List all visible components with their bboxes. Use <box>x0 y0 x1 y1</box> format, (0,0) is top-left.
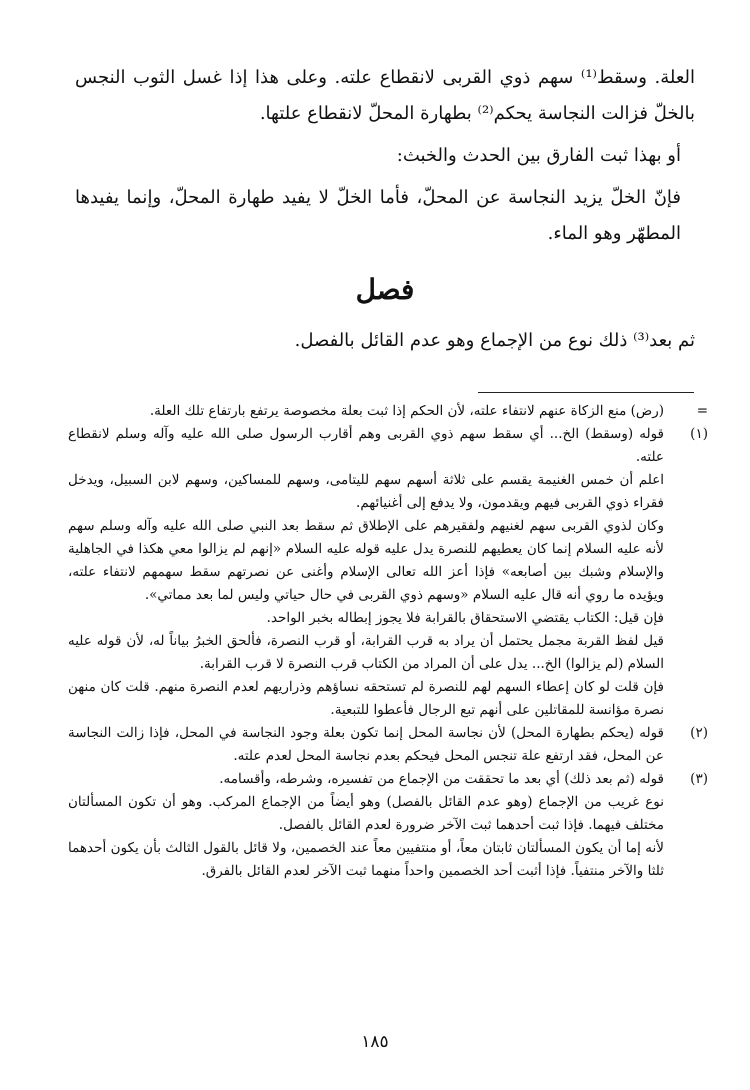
footnote-marker: (١) <box>690 426 708 442</box>
footnote-continuation <box>68 400 708 423</box>
footnotes <box>68 400 708 883</box>
footnote-marker: (٣) <box>690 771 708 787</box>
main-paragraph-1: العلة. وسقط⁽¹⁾ سهم ذوي القربى لانقطاع علته. وعلى هذا إذا غسل الثوب النجس بالخلّ فزالت النجاسة يحكم⁽²⁾ بطهارة المحلّ لانقطاع علتها. <box>75 67 696 124</box>
footnote-1 <box>68 423 708 722</box>
footnote-paragraph: قوله (يحكم بطهارة المحل) لأن نجاسة المحل إنما تكون بعلة وجود النجاسة في المحل، فإذا زالت النجاسة عن المحل، فقد ارتفع علة تنجس المحل فيحكم بعدم نجاسة المحل لعدم علته. <box>68 725 664 764</box>
footnote-3 <box>68 768 708 883</box>
footnote-paragraph: قيل لفظ القربة مجمل يحتمل أن يراد به قرب القرابة، أو قرب النصرة، فألحق الخبرُ بياناً له، لأن قوله عليه السلام (لم يزالوا) الخ... يدل على أن المراد من الكتاب قرب النصرة لا قرب القرابة. <box>68 633 664 672</box>
footnote-paragraph: قوله (وسقط) الخ... أي سقط سهم ذوي القربى وهم أقارب الرسول صلى الله عليه وآله وسلم لانقطاع علته. <box>68 426 664 465</box>
footnote-paragraph: (رض) منع الزكاة عنهم لانتفاء علته، لأن الحكم إذا ثبت بعلة مخصوصة يرتفع بارتفاع تلك العلة. <box>149 403 664 419</box>
footnote-marker: = <box>696 403 708 419</box>
footnote-separator <box>478 392 694 393</box>
main-paragraph-2: أو بهذا ثبت الفارق بين الحدث والخبث: <box>396 145 681 166</box>
footnote-body <box>68 423 664 722</box>
footnote-paragraph: فإن قلت لو كان إعطاء السهم لهم للنصرة لم تستحقه نساؤهم وذراريهم لعدم النصرة منهم. قلت كان منهن نصرة مؤانسة للمقاتلين على أنهم تبع الرجال فأعطوا للتبعية. <box>68 679 664 718</box>
footnote-paragraph: لأنه إما أن يكون المسألتان ثابتان معاً، أو منتفيين معاً عند الخصمين، ولا قائل بالقول الثالث بأن يكون أحدهما ثلثا والآخر منتفياً. فإذا أثبت أحد الخصمين واحداً منهما ثبت الآخر لعدم القائل بالفرق. <box>68 840 664 879</box>
page-number: ١٨٥ <box>361 1032 389 1052</box>
main-text <box>75 60 695 258</box>
section-first-line: ثم بعد⁽³⁾ ذلك نوع من الإجماع وهو عدم القائل بالفصل. <box>294 330 695 351</box>
footnote-body <box>68 768 664 883</box>
footnote-body <box>68 722 664 768</box>
footnote-paragraph: نوع غريب من الإجماع (وهو عدم القائل بالفصل) وهو أيضاً من الإجماع المركب. وهو أن تكون المسألتان مختلف فيهما. فإذا ثبت أحدهما ثبت الآخر ضرورة لعدم القائل بالفصل. <box>68 794 664 833</box>
section-heading: فصل <box>355 273 415 306</box>
footnote-paragraph: اعلم أن خمس الغنيمة يقسم على ثلاثة أسهم سهم لليتامى، وسهم للمساكين، وسهم لابن السبيل، ويدخل فقراء ذوي القربى فيهم ويقدمون، ولا يدفع إلى أغنيائهم. <box>68 472 664 511</box>
footnote-marker: (٢) <box>690 725 708 741</box>
main-paragraph-3: فإنّ الخلّ يزيد النجاسة عن المحلّ، فأما الخلّ لا يفيد طهارة المحلّ، وإنما يفيدها المطهّر وهو الماء. <box>75 187 681 244</box>
footnote-paragraph: فإن قيل: الكتاب يقتضي الاستحقاق بالقرابة فلا يجوز إبطاله بخبر الواحد. <box>266 610 664 626</box>
footnote-2 <box>68 722 708 768</box>
footnote-paragraph: وكان لذوي القربى سهم لغنيهم ولفقيرهم على الإطلاق ثم سقط بعد النبي صلى الله عليه وآله وسلم سهم لأنه عليه السلام إنما كان يعطيهم للنصرة يدل عليه قوله عليه السلام «إنهم لم يزالوا معي هكذا في الجاهلية والإسلام وشبك بين أصابعه» فإذا أعز الله تعالى الإسلام وأغنى عن نصرتهم سقط سهمهم لانتفاء علته، ويؤيده ما روي أنه قال عليه السلام «وسهم ذوي القربى في حال حياتي وليس لما بعد مماتي». <box>68 518 664 603</box>
footnote-body <box>68 400 664 423</box>
footnote-paragraph: قوله (ثم بعد ذلك) أي بعد ما تحققت من الإجماع من تفسيره، وشرطه، وأقسامه. <box>219 771 664 787</box>
